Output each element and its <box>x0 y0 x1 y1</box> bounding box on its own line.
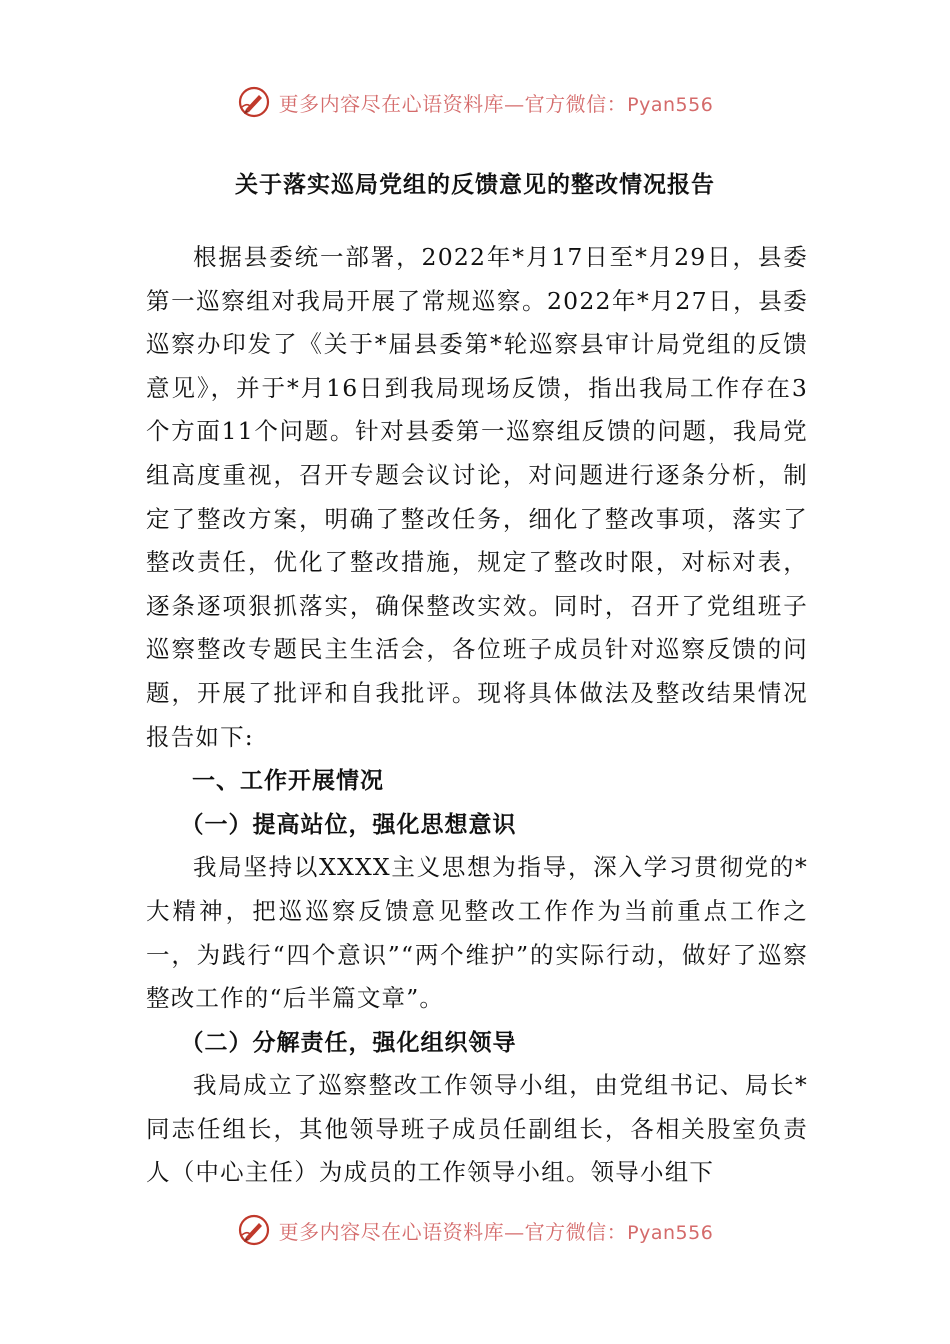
pen-circle-logo-icon <box>237 1213 271 1247</box>
intro-paragraph: 根据县委统一部署，2022年*月17日至*月29日，县委第一巡察组对我局开展了常规巡察。2022年*月27日，县委巡察办印发了《关于*届县委第*轮巡察县审计局党组的反馈意见》，并于*月16日到我局现场反馈，指出我局工作存在3个方面11个问题。针对县委第一巡察组反馈的问题，我局党组高度重视，召开专题会议讨论，对问题进行逐条分析，制定了整改方案，明确了整改任务，细化了整改事项，落实了整改责任，优化了整改措施，规定了整改时限，对标对表，逐条逐项狠抓落实，确保整改实效。同时，召开了党组班子巡察整改专题民主生活会，各位班子成员针对巡察反馈的问题，开展了批评和自我批评。现将具体做法及整改结果情况报告如下: <box>146 243 808 751</box>
subsection-heading-2: （二）分解责任，强化组织领导 <box>180 1028 517 1056</box>
subsection-heading-1: （一）提高站位，强化思想意识 <box>180 810 517 838</box>
subsection-1-paragraph: 我局坚持以XXXX主义思想为指导，深入学习贯彻党的*大精神，把巡巡察反馈意见整改工作作为当前重点工作之一，为践行“四个意识”“两个维护”的实际行动，做好了巡察整改工作的“后半篇文章”。 <box>146 853 808 1013</box>
watermark-banner-bottom <box>0 1208 950 1252</box>
watermark-text: 更多内容尽在心语资料库—官方微信：Pyan556 <box>278 1219 714 1244</box>
subsection-2-paragraph: 我局成立了巡察整改工作领导小组，由党组书记、局长*同志任组长，其他领导班子成员任副组长，各相关股室负责人（中心主任）为成员的工作领导小组。领导小组下 <box>146 1071 808 1187</box>
watermark-text: 更多内容尽在心语资料库—官方微信：Pyan556 <box>278 91 714 116</box>
document-body <box>146 236 808 1195</box>
document-title: 关于落实巡局党组的反馈意见的整改情况报告 <box>235 171 715 198</box>
section-heading-1: 一、工作开展情况 <box>192 767 384 795</box>
watermark-banner-top <box>0 80 950 124</box>
pen-circle-logo-icon <box>237 85 271 119</box>
